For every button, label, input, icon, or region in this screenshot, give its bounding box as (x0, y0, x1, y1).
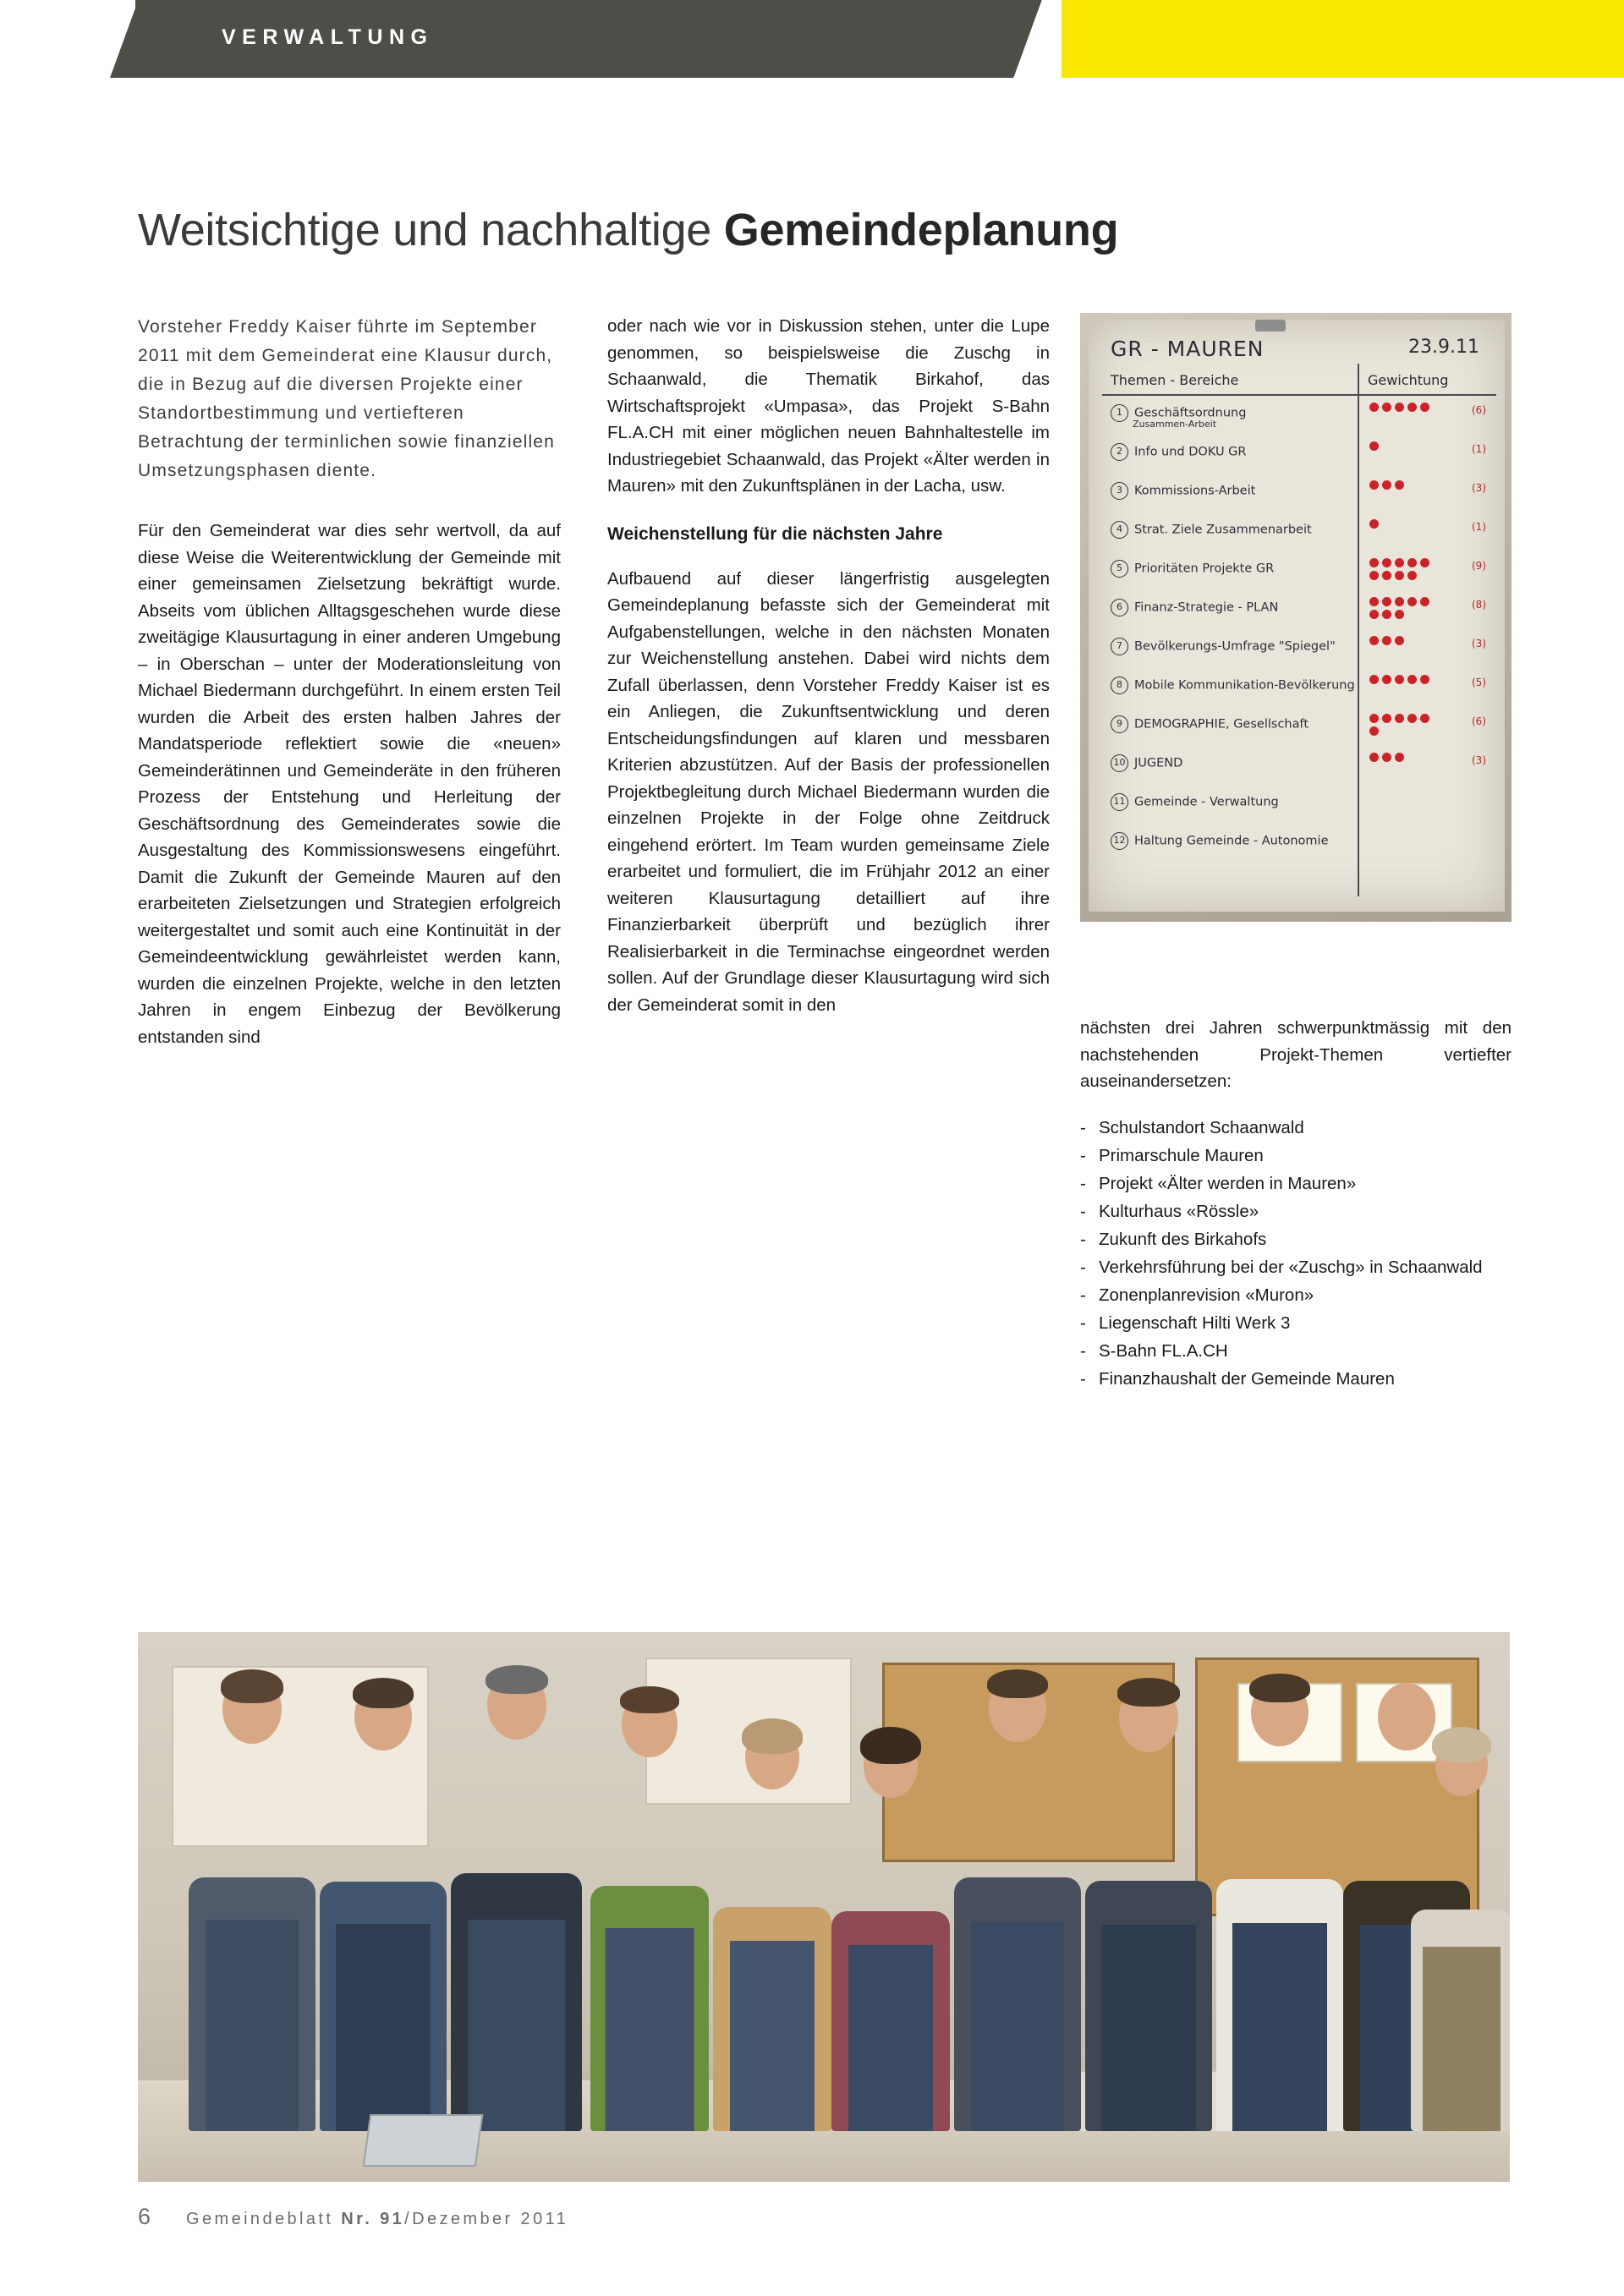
person-legs (336, 1924, 431, 2131)
flipchart-vote-dot (1395, 571, 1404, 580)
project-theme-item: - Finanzhaushalt der Gemeinde Mauren (1080, 1365, 1512, 1393)
flipchart-vote-dot (1407, 558, 1417, 567)
flipchart-vote-dot (1395, 675, 1404, 684)
flipchart-row-number: 5 (1111, 560, 1128, 578)
flipchart-vote-dot (1420, 714, 1429, 723)
flipchart-vote-dot (1369, 571, 1379, 580)
flipchart-row-label: Haltung Gemeinde - Autonomie (1134, 834, 1329, 848)
flipchart-vote-dot (1407, 571, 1417, 580)
person (1085, 1683, 1212, 2131)
flipchart-column-topics: Themen - Bereiche (1111, 372, 1239, 388)
person-hair (1249, 1674, 1310, 1702)
flipchart-vote-dot (1420, 597, 1429, 606)
project-theme-item: - Projekt «Älter werden in Mauren» (1080, 1170, 1512, 1197)
article-column-one (138, 313, 561, 1072)
flipchart-row-number: 8 (1111, 677, 1128, 694)
flipchart-clip-icon (1255, 320, 1286, 332)
flipchart-dot-group (1369, 480, 1471, 512)
flipchart-vote-dot (1420, 558, 1429, 567)
flipchart-dot-group (1369, 636, 1471, 668)
flipchart-weight-value: (9) (1472, 560, 1486, 572)
flipchart-vote-dot (1369, 610, 1379, 619)
flipchart-row-number: 3 (1111, 482, 1128, 500)
person-hair (221, 1669, 283, 1703)
flipchart-row (1111, 677, 1355, 694)
flipchart-vote-dot (1382, 714, 1391, 723)
page-title-bold: Gemeindeplanung (723, 205, 1119, 256)
flipchart-row-number: 12 (1111, 832, 1128, 850)
group-photo (138, 1632, 1510, 2182)
section-label: VERWALTUNG (222, 25, 434, 49)
flipchart-row (1111, 599, 1278, 616)
flipchart-weight-value: (1) (1472, 521, 1486, 533)
lead-paragraph: Vorsteher Freddy Kaiser führte im September 2011 mit dem Gemeinderat eine Klausur durch, die in Bezug auf die diversen Projekte einer Standortbestimmung und vertiefteren Betrachtung der terminlichen sowie finanziellen Umsetzungsphasen diente. (138, 317, 555, 480)
flipchart-row (1111, 754, 1182, 772)
flipchart-vote-dot (1382, 597, 1391, 606)
flipchart-weight-value: (6) (1472, 404, 1486, 416)
flipchart-dot-group (1369, 558, 1471, 590)
person-legs (1101, 1925, 1196, 2131)
project-theme-item: - Schulstandort Schaanwald (1080, 1114, 1512, 1142)
project-theme-item: - Zukunft des Birkahofs (1080, 1225, 1512, 1253)
flipchart-vote-dot (1407, 597, 1417, 606)
flipchart-vote-dot (1382, 636, 1391, 645)
flipchart-vote-dot (1395, 597, 1404, 606)
flipchart-vote-dot (1382, 558, 1391, 567)
footer-publication: Gemeindeblatt (186, 2210, 342, 2228)
flipchart-date: 23.9.11 (1408, 337, 1479, 358)
flipchart-vote-dot (1407, 403, 1417, 412)
person-legs (848, 1945, 933, 2131)
flipchart-dot-group (1369, 830, 1471, 863)
flipchart-vote-dot (1382, 571, 1391, 580)
person-hair (1117, 1678, 1180, 1707)
page-number: 6 (138, 2204, 151, 2229)
project-theme-item: - Liegenschaft Hilti Werk 3 (1080, 1309, 1512, 1337)
person-legs (971, 1921, 1064, 2131)
flipchart-row-label: Kommissions-Arbeit (1134, 484, 1256, 498)
flipchart-row (1111, 482, 1255, 500)
flipchart-weight-value: (3) (1472, 638, 1486, 649)
flipchart-column-rule (1358, 364, 1359, 896)
flipchart-vote-dot (1395, 558, 1404, 567)
flipchart-row-label: JUGEND (1134, 756, 1183, 770)
flipchart-row-number: 1 (1111, 404, 1128, 422)
page-title (138, 204, 1118, 256)
person-hair (1432, 1727, 1491, 1762)
flipchart-vote-dot (1369, 519, 1379, 529)
flipchart-vote-dot (1407, 675, 1417, 684)
flipchart-vote-dot (1420, 403, 1429, 412)
page-title-light: Weitsichtige und nachhaltige (138, 205, 724, 256)
column-two-subheading: Weichenstellung für die nächsten Jahre (607, 523, 943, 544)
person-legs (468, 1920, 565, 2131)
flipchart-column-weighting: Gewichtung (1368, 372, 1449, 388)
flipchart-dot-group (1369, 714, 1471, 746)
flipchart-row-subtitle: Zusammen-Arbeit (1133, 419, 1217, 430)
flipchart-vote-dot (1369, 403, 1379, 412)
project-theme-item: - Zonenplanrevision «Muron» (1080, 1281, 1512, 1309)
flipchart-weight-value: (8) (1472, 599, 1486, 611)
person-legs (606, 1928, 694, 2131)
flipchart-row (1111, 521, 1312, 539)
person (954, 1674, 1081, 2131)
flipchart-weight-value: (3) (1472, 754, 1486, 766)
flipchart-row-label: Finanz-Strategie - PLAN (1134, 600, 1279, 615)
flipchart-vote-dot (1382, 403, 1391, 412)
flipchart-row (1111, 793, 1279, 811)
flipchart-row (1111, 443, 1246, 461)
flipchart-vote-dot (1407, 714, 1417, 723)
flipchart-dot-group (1369, 403, 1471, 435)
person (1216, 1679, 1343, 2131)
flipchart-row-label: Strat. Ziele Zusammenarbeit (1134, 523, 1312, 537)
project-theme-item: - S-Bahn FL.A.CH (1080, 1337, 1512, 1365)
flipchart-row-label: Geschäftsordnung (1134, 406, 1247, 420)
flipchart-row-label: Prioritäten Projekte GR (1134, 562, 1275, 576)
flipchart-vote-dot (1395, 714, 1404, 723)
header-yellow-band (1062, 0, 1624, 78)
person (713, 1725, 831, 2131)
flipchart-row-label: Mobile Kommunikation-Bevölkerung (1134, 678, 1355, 693)
flipchart-vote-dot (1369, 753, 1379, 762)
flipchart-vote-dot (1395, 753, 1404, 762)
person-hair (1376, 1678, 1437, 1707)
flipchart-vote-dot (1382, 675, 1391, 684)
flipchart-header-rule (1102, 394, 1496, 396)
person (1411, 1734, 1510, 2131)
flipchart-dot-group (1369, 753, 1471, 785)
column-one-body: Für den Gemeinderat war dies sehr wertvoll, da auf diese Weise die Weiterentwicklung der Gemeinde mit einer gemeinsamen Zielsetzung bekräftigt wurde. Abseits vom üblichen Alltagsgeschehen wurde diese zweitägige Klausurtagung in einer anderen Umgebung – in Oberschan – unter der Moderationsleitung von Michael Biedermann durchgeführt. In einem ersten Teil wurden die Arbeit des ersten halben Jahres der Mandatsperiode reflektiert sowie die «neuen» Gemeinderätinnen und Gemeinderäte in den früheren Prozess der Entstehung und Herleitung der Geschäftsordnung des Gemeinderates sowie die Ausgestaltung des Kommissionswesens eingeführt. Damit die Zukunft der Gemeinde Mauren auf den erarbeiteten Zielsetzungen und Strategien erfolgreich weitergestaltet und somit auch eine Kontinuität in der Gemeindeentwicklung gewährleistet werden kann, wurden die einzelnen Projekte, welche in den letzten Jahren in engem Einbezug der Bevölkerung entstanden sind (138, 521, 561, 1047)
column-three-paragraph: nächsten drei Jahren schwerpunktmässig mit den nachstehenden Projekt-Themen vertiefter auseinandersetzen: (1080, 1018, 1512, 1091)
flipchart-row-number: 9 (1111, 715, 1128, 733)
person-hair (620, 1686, 679, 1713)
flipchart-vote-dot (1395, 610, 1404, 619)
person (320, 1683, 447, 2131)
flipchart-row (1111, 715, 1309, 733)
flipchart-vote-dot (1369, 597, 1379, 606)
flipchart-vote-dot (1369, 558, 1379, 567)
person-hair (860, 1727, 921, 1764)
person (189, 1674, 315, 2131)
person-legs (1232, 1923, 1327, 2131)
person (831, 1734, 950, 2131)
flipchart-row-number: 6 (1111, 599, 1128, 616)
person-hair (486, 1665, 548, 1694)
flipchart-vote-dot (1369, 675, 1379, 684)
flipchart-row-number: 11 (1111, 793, 1128, 811)
flipchart-dot-group (1369, 441, 1471, 474)
flipchart-dot-group (1369, 792, 1471, 824)
flipchart-heading: GR - MAUREN (1111, 337, 1265, 361)
flipchart-weight-value: (3) (1472, 482, 1486, 494)
flipchart-row-number: 2 (1111, 443, 1128, 461)
footer-date: /Dezember 2011 (404, 2210, 569, 2228)
column-two-paragraph-two: Aufbauend auf dieser längerfristig ausgelegten Gemeindeplanung befasste sich der Gemeinderat mit Aufgabenstellungen, welche in den nächsten Monaten zur Weichenstellung anstehen. Dabei wird nichts dem Zufall überlassen, denn Vorsteher Freddy Kaiser ist es ein Anliegen, die Zukunftsentwicklung und deren Entscheidungsfindungen auf klaren und messbaren Kriterien abzustützen. Auf der Basis der professionellen Projektbegleitung durch Michael Biedermann wurden die einzelnen Projekte in der Folge ohne Zeitdruck eingehend erörtert. Im Team wurden gemeinsame Ziele erarbeitet und formuliert, die im Frühjahr 2012 an einer weiteren Klausurtagung detailliert auf ihre Finanzierbarkeit überprüft und bezüglich ihrer Realisierbarkeit in die Terminachse eingeordnet werden sollen. Auf der Grundlage dieser Klausurtagung wird sich der Gemeinderat somit in den (607, 568, 1050, 1015)
person (590, 1691, 709, 2131)
flipchart-vote-dot (1395, 403, 1404, 412)
project-theme-item: - Primarschule Mauren (1080, 1142, 1512, 1170)
flipchart-vote-dot (1369, 726, 1379, 736)
flipchart-vote-dot (1369, 636, 1379, 645)
flipchart-vote-dot (1395, 636, 1404, 645)
flipchart-weight-value: (1) (1472, 443, 1486, 455)
flipchart-dot-group (1369, 597, 1471, 629)
person-legs (206, 1920, 299, 2131)
article-column-three (1080, 1015, 1512, 1393)
person-legs (1423, 1947, 1501, 2131)
flipchart-row-label: Bevölkerungs-Umfrage "Spiegel" (1134, 639, 1336, 654)
person-hair (742, 1718, 803, 1754)
footer-issue: Nr. 91 (341, 2210, 405, 2228)
flipchart-row-label: Gemeinde - Verwaltung (1134, 795, 1279, 809)
person (451, 1670, 582, 2131)
flipchart-vote-dot (1369, 714, 1379, 723)
photo-laptop (363, 2114, 484, 2167)
page-footer (138, 2204, 1491, 2230)
flipchart-photo (1080, 313, 1512, 922)
flipchart-weight-value: (6) (1472, 715, 1486, 727)
flipchart-row (1111, 638, 1336, 655)
flipchart-row (1111, 832, 1329, 850)
flipchart-vote-dot (1382, 753, 1391, 762)
flipchart-dot-group (1369, 675, 1471, 707)
flipchart-weight-value: (5) (1472, 677, 1486, 688)
person-hair (987, 1669, 1048, 1698)
person-legs (730, 1941, 815, 2131)
flipchart-row-number: 4 (1111, 521, 1128, 539)
flipchart-row-label: DEMOGRAPHIE, Gesellschaft (1134, 717, 1309, 732)
flipchart-row-number: 7 (1111, 638, 1128, 655)
flipchart-row-number: 10 (1111, 754, 1128, 772)
flipchart-row-label: Info und DOKU GR (1134, 445, 1247, 459)
project-theme-item: - Verkehrsführung bei der «Zuschg» in Schaanwald (1080, 1253, 1512, 1281)
page-header-band (0, 0, 1624, 78)
flipchart-paper (1089, 320, 1505, 912)
column-two-paragraph-one: oder nach wie vor in Diskussion stehen, unter die Lupe genommen, so beispielsweise die Zuschg in Schaanwald, die Thematik Birkahof, das Wirtschaftsprojekt «Umpasa», das Projekt S-Bahn FL.A.CH mit einer möglichen neuen Bahnhaltestelle im Industriegebiet Schaanwald, das Projekt «Älter werden in Mauren» mit den Zukunftsplänen in der Lacha, usw. (607, 316, 1050, 496)
article-column-two (607, 313, 1050, 1040)
project-theme-item: - Kulturhaus «Rössle» (1080, 1197, 1512, 1225)
person-hair (353, 1678, 414, 1708)
flipchart-row (1111, 560, 1274, 578)
flipchart-dot-group (1369, 519, 1471, 551)
project-theme-list (1080, 1114, 1512, 1393)
flipchart-vote-dot (1395, 480, 1404, 490)
flipchart-vote-dot (1420, 675, 1429, 684)
flipchart-vote-dot (1369, 480, 1379, 490)
flipchart-vote-dot (1382, 610, 1391, 619)
flipchart-vote-dot (1369, 441, 1379, 451)
flipchart-vote-dot (1382, 480, 1391, 490)
